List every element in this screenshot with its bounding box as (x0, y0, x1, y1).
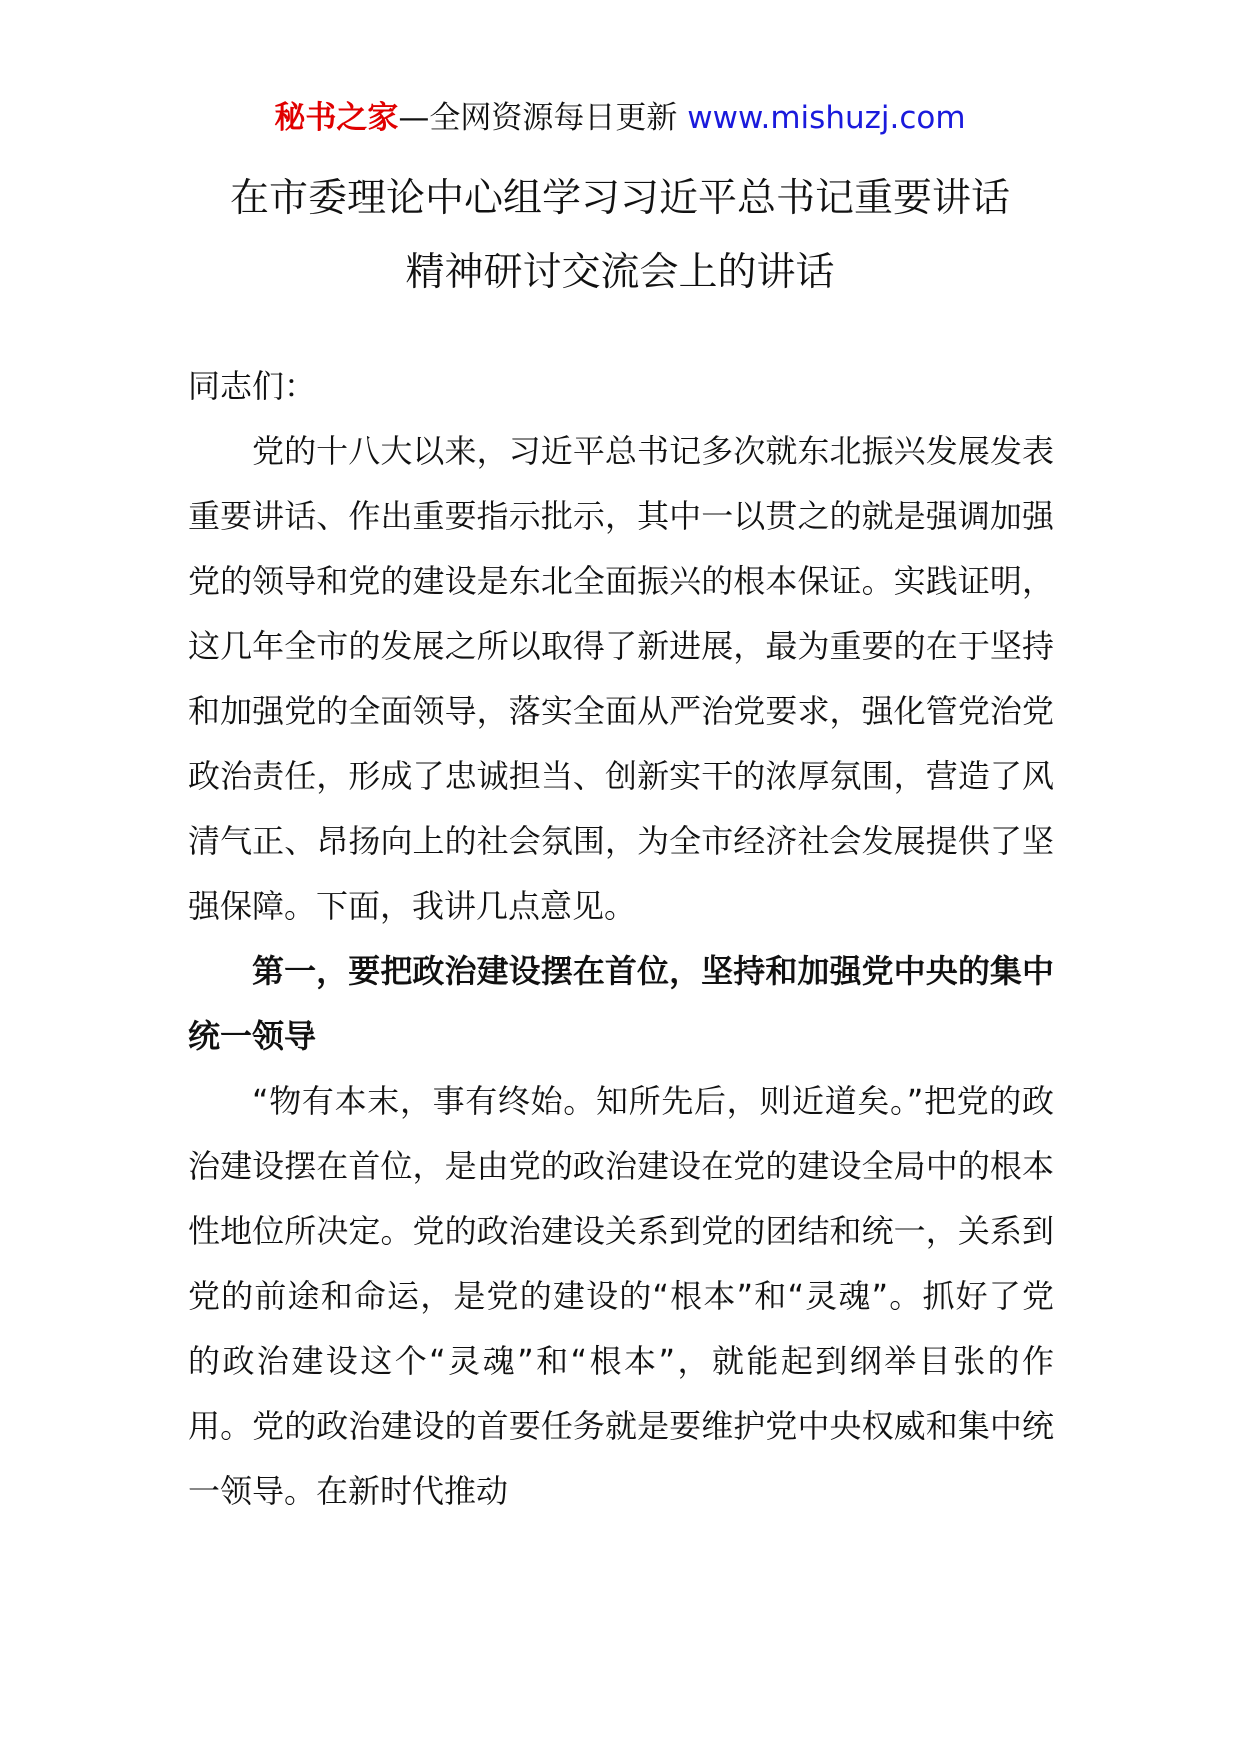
title-line-1: 在市委理论中心组学习习近平总书记重要讲话 (229, 176, 1010, 221)
section-heading-1: 第一，要把政治建设摆在首位，坚持和加强党中央的集中统一领导 (188, 952, 1054, 1055)
document-title (0, 162, 1240, 310)
paragraph-section-1: “物有本末，事有终始。知所先后，则近道矣。”把党的政治建设摆在首位，是由党的政治建设在党的建设全局中的根本性地位所决定。党的政治建设关系到党的团结和统一，关系到党的前途和命运，是党的建设的“根本”和“灵魂”。抓好了党的政治建设这个“灵魂”和“根本”，就能起到纲举目张的作用。党的政治建设的首要任务就是要维护党中央权威和集中统一领导。在新时代推动 (188, 1082, 1054, 1510)
title-line-2: 精神研讨交流会上的讲话 (405, 250, 835, 295)
site-header (0, 98, 1240, 138)
salutation: 同志们： (188, 367, 317, 405)
document-body (188, 354, 1054, 1524)
site-url-link[interactable]: www.mishuzj.com (687, 100, 966, 136)
brand-name: 秘书之家 (274, 100, 399, 136)
paragraph-intro: 党的十八大以来，习近平总书记多次就东北振兴发展发表重要讲话、作出重要指示批示，其中一以贯之的就是强调加强党的领导和党的建设是东北全面振兴的根本保证。实践证明，这几年全市的发展之所以取得了新进展，最为重要的在于坚持和加强党的全面领导，落实全面从严治党要求，强化管党治党政治责任，形成了忠诚担当、创新实干的浓厚氛围，营造了风清气正、昂扬向上的社会氛围，为全市经济社会发展提供了坚强保障。下面，我讲几点意见。 (188, 432, 1054, 925)
header-tagline: —全网资源每日更新 (398, 100, 688, 136)
